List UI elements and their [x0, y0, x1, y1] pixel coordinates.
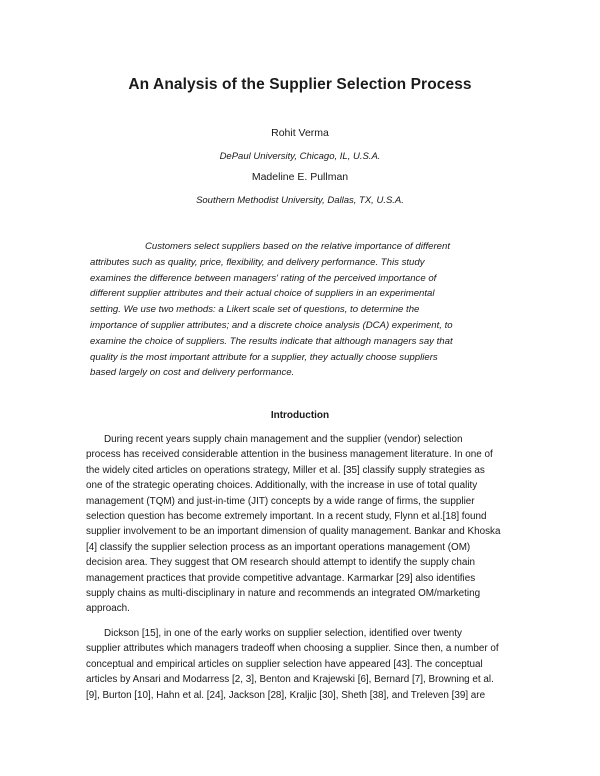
abstract-line: examines the difference between managers' rating of the perceived importance of [90, 272, 437, 284]
section-heading: Introduction [270, 410, 330, 421]
abstract-line: attributes such as quality, price, flexibility, and delivery performance. This study [90, 256, 425, 268]
paragraph-line: supply chains as multi-disciplinary in nature and recommends an integrated OM/marketing [86, 588, 481, 600]
paragraph-line: supplier involvement to be an important dimension of quality management. Bankar and Khoska [86, 526, 501, 538]
paragraph-line: During recent years supply chain management and the supplier (vendor) selection [104, 434, 463, 445]
paragraph-line: one of the strategic operating choices. Additionally, with the increase in use of total quality [86, 480, 478, 492]
paragraph-line: management practices that provide competitive advantage. Karmarkar [29] also identifies [86, 572, 476, 584]
author-name-1: Rohit Verma [271, 127, 329, 139]
paragraph-line: articles by Ansari and Modarress [2, 3], Benton and Krajewski [6], Bernard [7], Browning et al. [86, 674, 494, 686]
paragraph-line: [4] classify the supplier selection process as an important operations management (OM) [86, 541, 471, 553]
paragraph-line: management (TQM) and just-in-time (JIT) concepts by a wide range of firms, the supplier [86, 495, 475, 507]
paragraph-line: [9], Burton [10], Hahn et al. [24], Jackson [28], Kraljic [30], Sheth [38], and Treleven [39] are [86, 689, 486, 701]
abstract-line: based largely on cost and delivery performance. [90, 367, 295, 379]
abstract [90, 239, 525, 381]
paragraph-line: process has received considerable attention in the business management literature. In one of [86, 449, 493, 461]
paragraph-line: selection question has become extremely important. In a recent study, Flynn et al.[18] found [86, 511, 487, 523]
author-name-2: Madeline E. Pullman [251, 171, 349, 183]
author-affiliation-1: DePaul University, Chicago, IL, U.S.A. [219, 151, 381, 162]
abstract-line: setting. We use two methods: a Likert scale set of questions, to determine the [90, 304, 420, 316]
paper-title: An Analysis of the Supplier Selection Process [128, 76, 472, 93]
abstract-line: Customers select suppliers based on the relative importance of different [145, 241, 451, 252]
abstract-line: importance of supplier attributes; and a discrete choice analysis (DCA) experiment, to [90, 319, 453, 331]
abstract-line: different supplier attributes and their actual choice of suppliers in an experimental [90, 288, 435, 300]
paragraph-line: conceptual and empirical articles on supplier selection have appeared [43]. The conceptual [86, 658, 483, 670]
author-affiliation-2: Southern Methodist University, Dallas, TX, U.S.A. [196, 195, 404, 206]
paragraph-line: supplier attributes which managers tradeoff when choosing a supplier. Since then, a number of [86, 643, 499, 655]
paragraph-2 [86, 626, 518, 703]
paragraph-line: Dickson [15], in one of the early works on supplier selection, identified over twenty [104, 627, 462, 639]
paragraph-line: approach. [86, 603, 130, 615]
abstract-line: examine the choice of suppliers. The results indicate that although managers say that [90, 335, 453, 347]
paragraph-line: decision area. They suggest that OM research should attempt to identify the supply chain [86, 557, 476, 569]
paragraph-line: the widely cited articles on operations strategy, Miller et al. [35] classify supply strategies as [86, 464, 485, 476]
paragraph-1 [86, 432, 518, 617]
body-text [86, 432, 518, 712]
abstract-line: quality is the most important attribute for a supplier, they actually choose suppliers [90, 351, 438, 363]
